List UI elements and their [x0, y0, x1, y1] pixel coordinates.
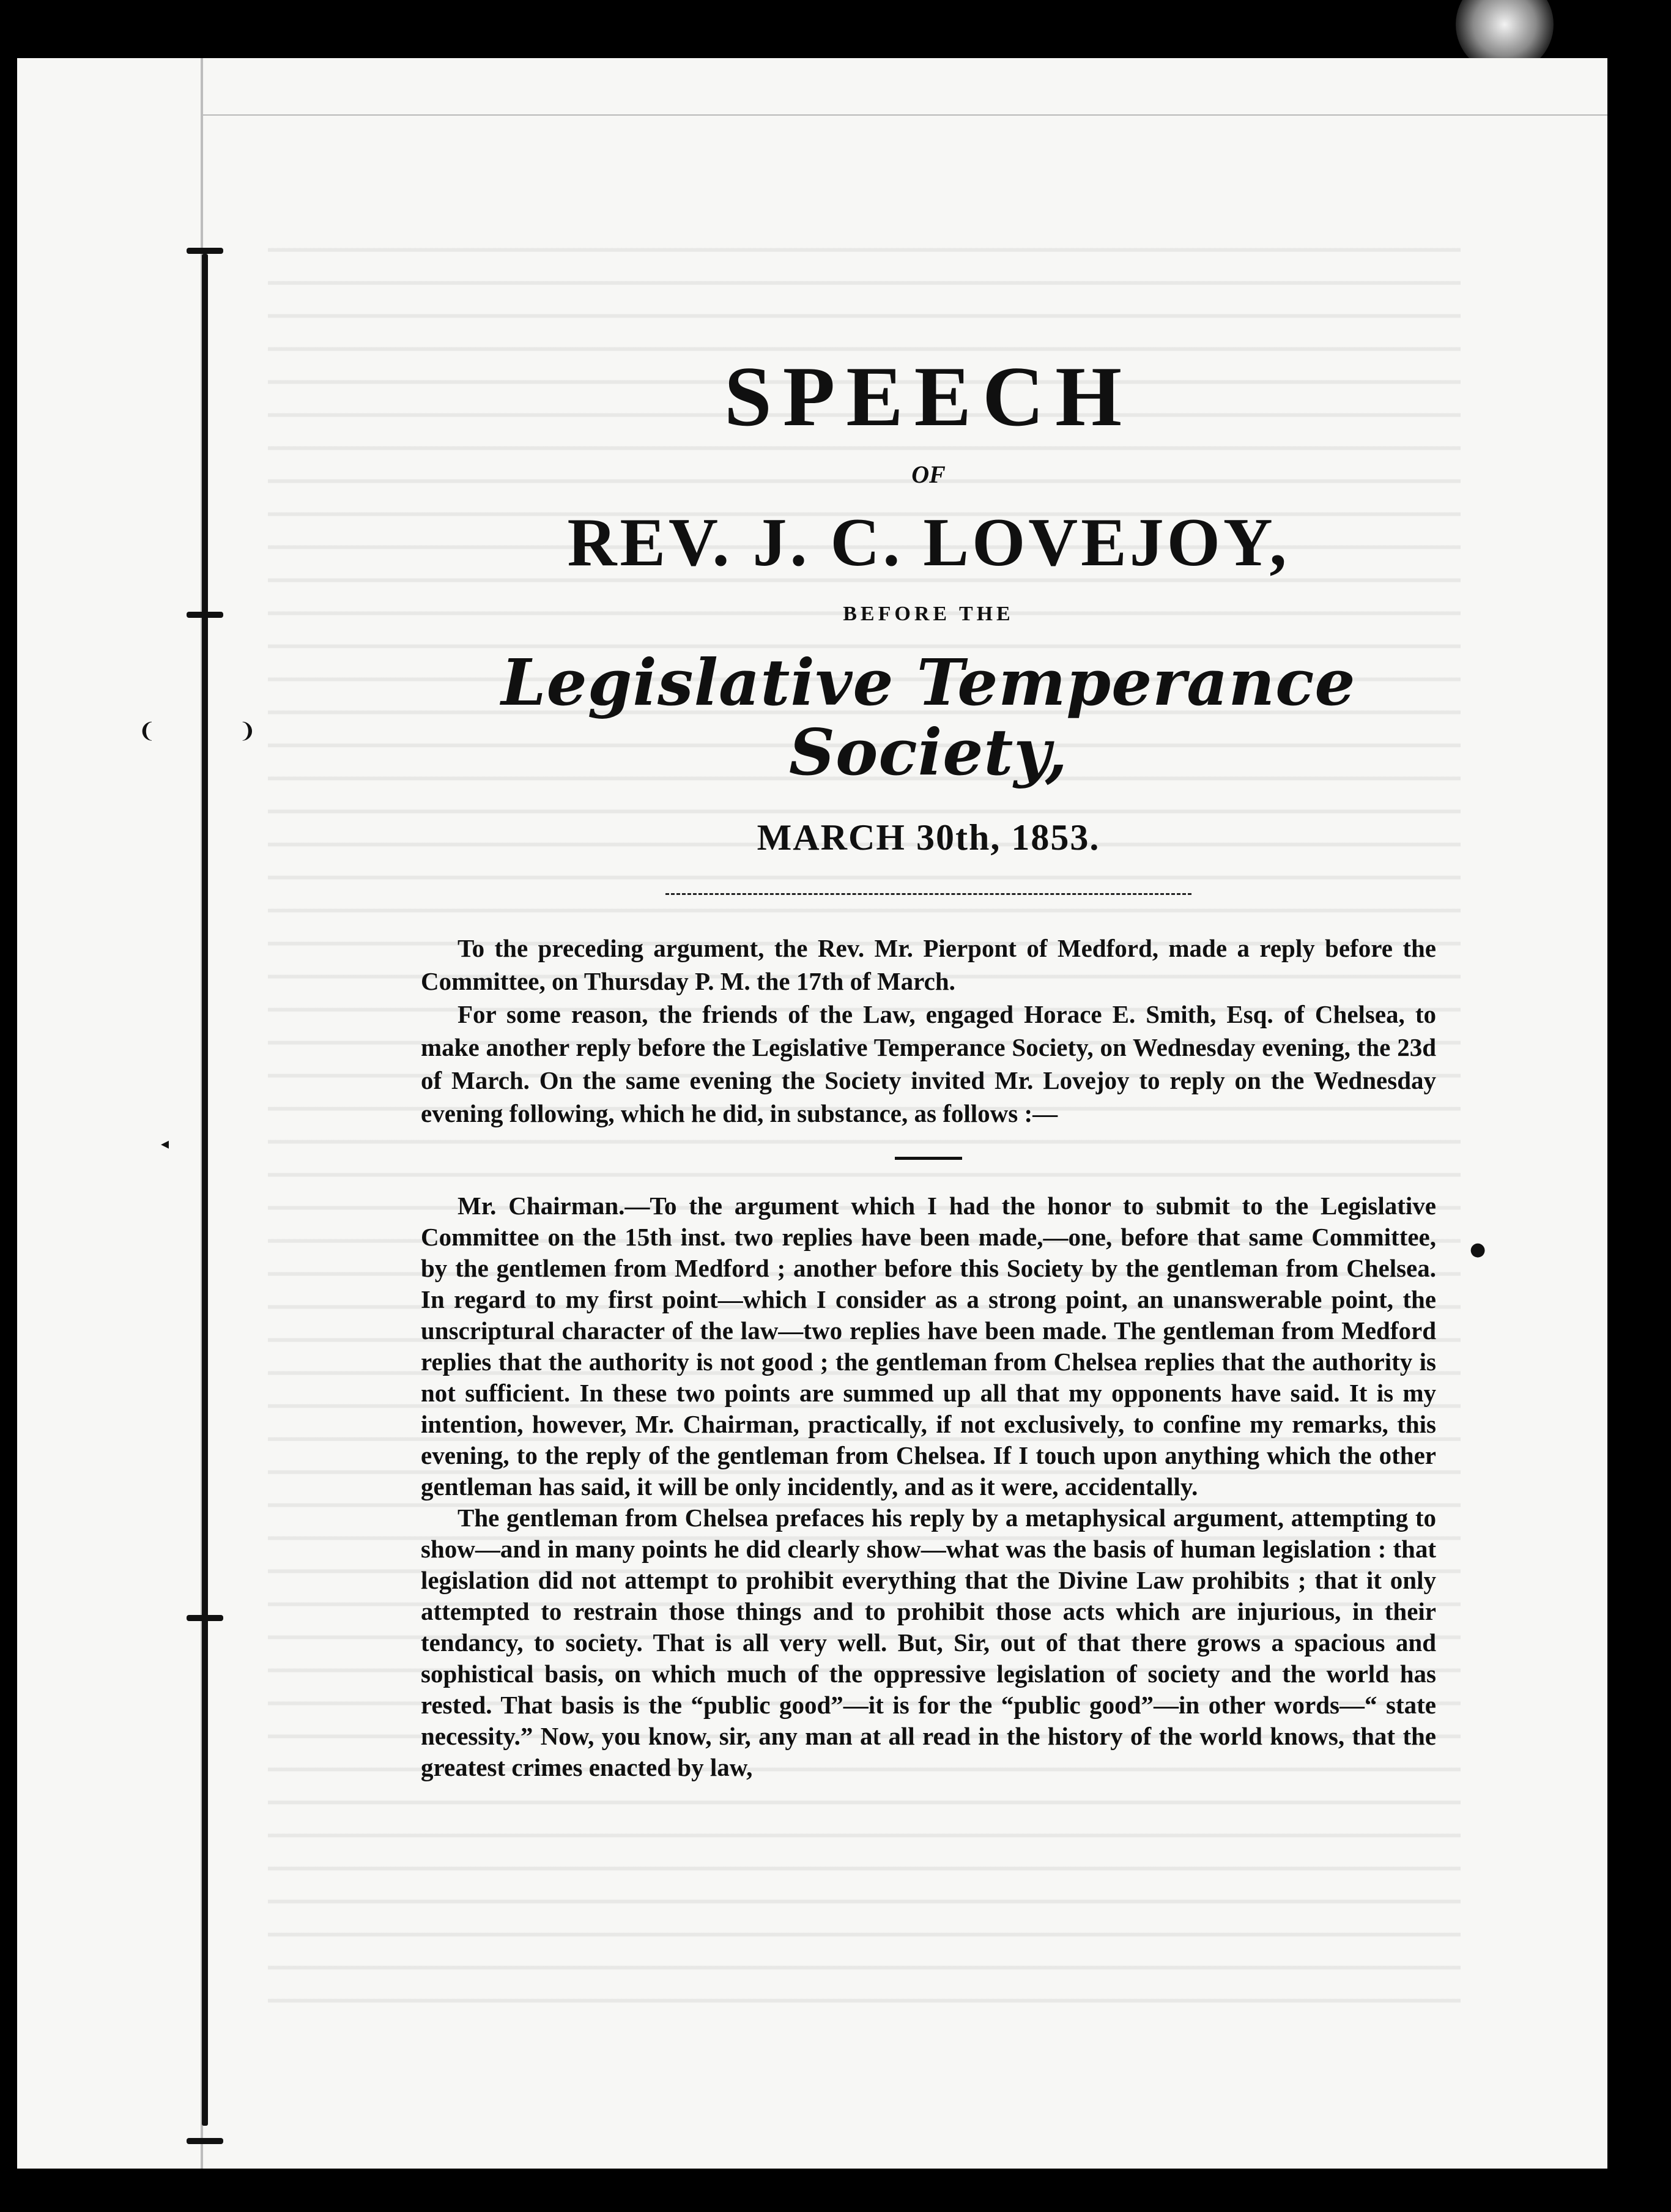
document-content [421, 349, 1436, 1783]
margin-mark: ❨ [138, 719, 156, 743]
intro-section [421, 932, 1436, 1130]
margin-mark: ◂ [161, 1135, 169, 1153]
before-line: BEFORE THE [843, 602, 1014, 625]
binding-stitch [187, 248, 223, 254]
speech-body [421, 1190, 1436, 1783]
society-name: Legislative Temperance Society, [501, 644, 1356, 790]
speaker-name: REV. J. C. LOVEJOY, [567, 505, 1290, 581]
dashed-divider [665, 893, 1191, 895]
speech-date: MARCH 30th, 1853. [757, 817, 1100, 858]
document-page [17, 58, 1607, 2169]
page-top-edge [201, 114, 1607, 116]
binding-stitch [187, 1615, 223, 1621]
document-title: SPEECH [724, 349, 1133, 444]
binding-thread [202, 254, 208, 2126]
title-block [421, 349, 1436, 859]
margin-mark: ● [1470, 1239, 1486, 1260]
intro-paragraph: To the preceding argument, the Rev. Mr. Pierpont of Medford, made a reply before the Committee, on Thursday P. M. the 17th of March. [421, 934, 1436, 996]
margin-mark: ❩ [239, 719, 256, 743]
binding-stitch [187, 612, 223, 618]
of-line: OF [911, 461, 946, 488]
intro-paragraph: For some reason, the friends of the Law, engaged Horace E. Smith, Esq. of Chelsea, to make another reply before the Legislative Temperance Society, on Wednesday evening, the 23d of March. On the same evening the Society invited Mr. Lovejoy to reply on the Wednesday evening following, which he did, in substance, as follows :— [421, 1000, 1436, 1128]
body-paragraph: Mr. Chairman.—To the argument which I had the honor to submit to the Legislative Committee on the 15th inst. two replies have been made,—one, before that same Committee, by the gentlemen from Medford ; another before this Society by the gentleman from Chelsea. In regard to my first point—which I consider as a strong point, an unanswerable point, the unscriptural character of the law—two replies have been made. The gentleman from Medford replies that the authority is not good ; the gentleman from Chelsea replies that the authority is not sufficient. In these two points are summed up all that my opponents have said. It is my intention, however, Mr. Chairman, practically, if not exclusively, to confine my remarks, this evening, to the reply of the gentleman from Chelsea. If I touch upon anything which the other gentleman has said, it will be only incidently, and as it were, accidentally. [421, 1192, 1436, 1501]
section-divider [895, 1157, 962, 1160]
binding-stitch [187, 2138, 223, 2144]
body-paragraph: The gentleman from Chelsea prefaces his reply by a metaphysical argument, attempting to show—and in many points he did clearly show—what was the basis of human legislation : that legislation did not attempt to prohibit everything that the Divine Law prohibits ; that it only attempted to restrain those things and to prohibit those acts which are injurious, in their tendancy, to society. That is all very well. But, Sir, out of that there grows a spacious and sophistical basis, on which much of the oppressive legislation of society and the world has rested. That basis is the “public good”—it is for the “public good”—in other words—“ state necessity.” Now, you know, sir, any man at all read in the history of the world knows, that the greatest crimes enacted by law, [421, 1504, 1436, 1782]
